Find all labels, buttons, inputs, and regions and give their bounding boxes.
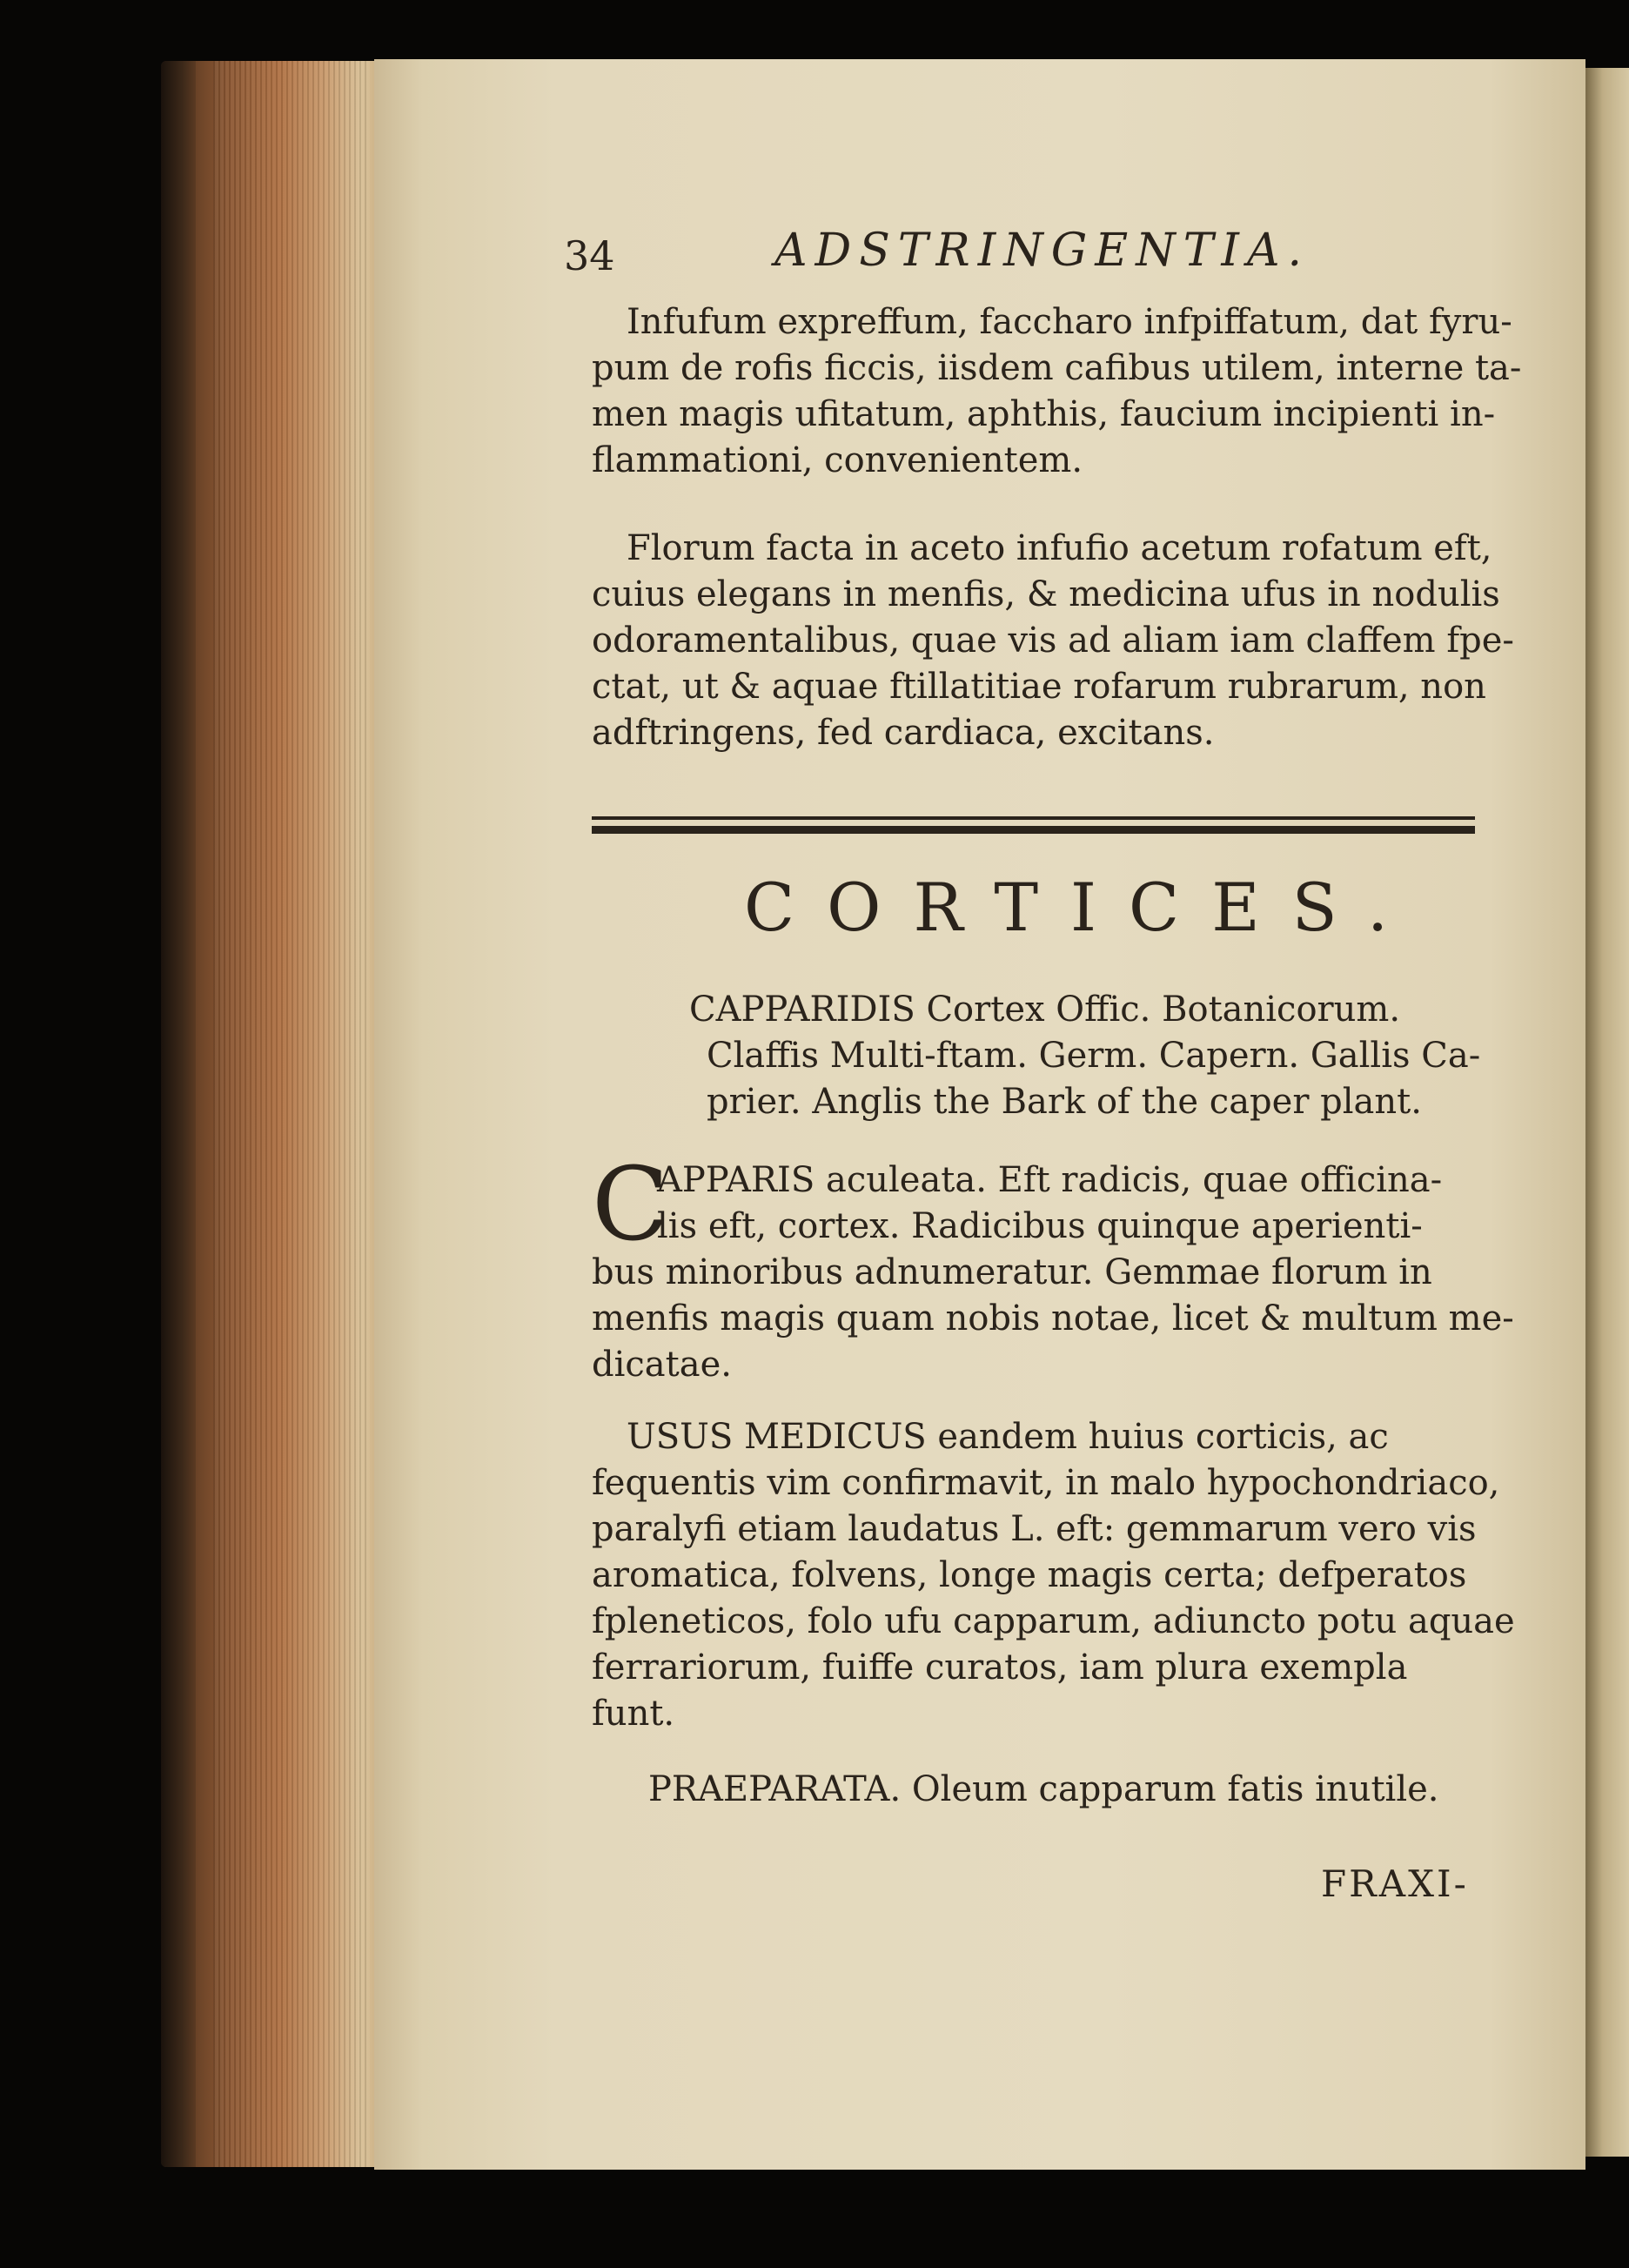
paragraph-1 <box>592 299 1522 484</box>
section-rule <box>592 816 1475 834</box>
page-number: 34 <box>564 232 615 279</box>
text-line: dicatae. <box>592 1345 732 1385</box>
text-line: prier. Anglis the Bark of the caper plant. <box>707 1082 1422 1122</box>
text-line: ctat, ut & aquae ftillatitiae rofarum rubrarum, non <box>592 667 1486 707</box>
paragraph-3 <box>592 1146 1514 1388</box>
drop-cap: C <box>592 1146 669 1264</box>
text-line: pum de rofis ficcis, iisdem cafibus utilem, interne ta- <box>592 348 1522 388</box>
facing-page-edge <box>1585 68 1629 2157</box>
text-line: flammationi, convenientem. <box>592 440 1083 480</box>
text-line: APPARIS aculeata. Eft radicis, quae officina- <box>657 1160 1443 1200</box>
text-line: odoramentalibus, quae vis ad aliam iam claffem fpe- <box>592 621 1514 661</box>
text-line: fpleneticos, folo ufu capparum, adiuncto potu aquae <box>592 1601 1515 1641</box>
text-line: USUS MEDICUS eandem huius corticis, ac <box>627 1417 1389 1457</box>
text-line: CAPPARIDIS Cortex Offic. Botanicorum. <box>689 990 1401 1030</box>
running-head: ADSTRINGENTIA. <box>774 225 1311 277</box>
text-line: Claffis Multi-ftam. Germ. Capern. Gallis Ca- <box>707 1036 1481 1076</box>
text-line: menfis magis quam nobis notae, licet & multum me- <box>592 1298 1514 1339</box>
paragraph-4 <box>592 1414 1515 1737</box>
catchword: FRAXI- <box>1321 1862 1469 1905</box>
text-line: bus minoribus adnumeratur. Gemmae florum in <box>592 1252 1432 1292</box>
text-line: ferrariorum, fuiffe curatos, iam plura exempla <box>592 1647 1408 1688</box>
text-line: Florum facta in aceto infufio acetum rofatum eft, <box>627 528 1492 568</box>
text-line: lis eft, cortex. Radicibus quinque aperienti- <box>657 1206 1423 1246</box>
text-line: Infufum expreffum, faccharo infpiffatum, dat fyru- <box>627 302 1512 342</box>
section-title: CORTICES. <box>744 869 1421 946</box>
text-line: paralyfi etiam laudatus L. eft: gemmarum vero vis <box>592 1509 1477 1549</box>
text-line: aromatica, folvens, longe magis certa; defperatos <box>592 1555 1467 1595</box>
paragraph-2 <box>592 526 1514 756</box>
text-line: adftringens, fed cardiaca, excitans. <box>592 713 1215 753</box>
text-line: PRAEPARATA. Oleum capparum fatis inutile. <box>648 1769 1439 1809</box>
book-page-edges <box>161 61 379 2167</box>
entry-header <box>689 987 1481 1125</box>
paragraph-5 <box>592 1767 1479 1813</box>
text-line: cuius elegans in menfis, & medicina ufus in nodulis <box>592 574 1500 614</box>
text-line: funt. <box>592 1694 675 1734</box>
text-line: fequentis vim confirmavit, in malo hypochondriaco, <box>592 1463 1500 1503</box>
text-line: men magis ufitatum, aphthis, faucium incipienti in- <box>592 394 1496 434</box>
